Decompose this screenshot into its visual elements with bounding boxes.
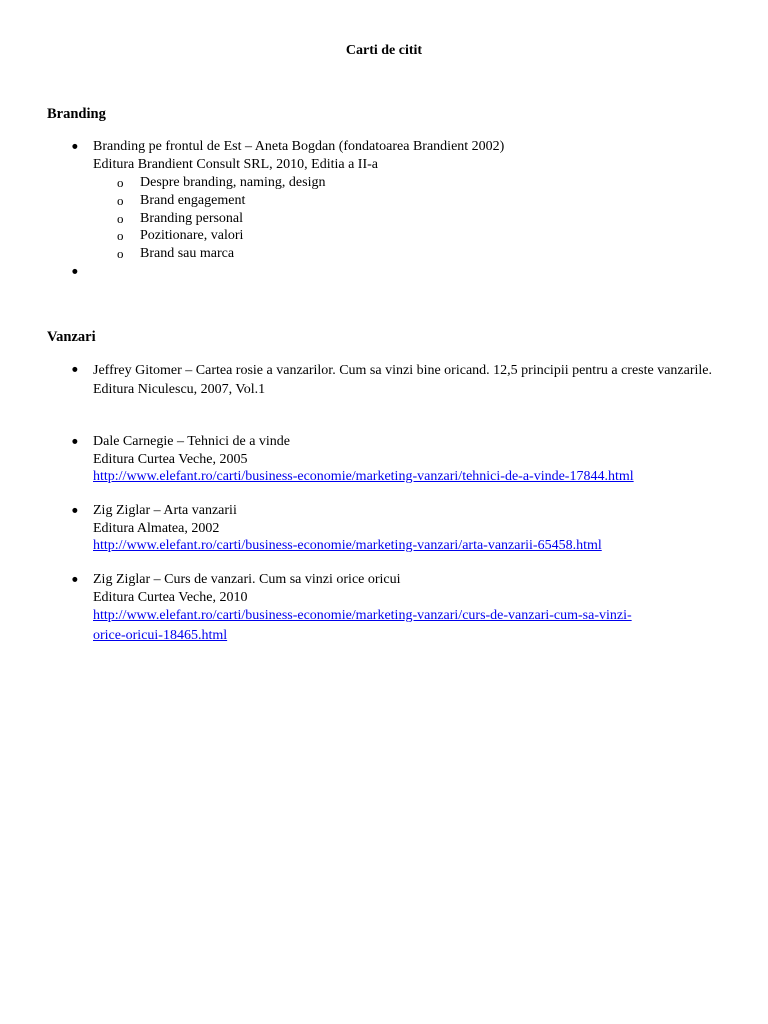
circle-bullet-icon: o: [117, 228, 124, 244]
book-publisher: Editura Curtea Veche, 2010: [93, 589, 248, 605]
circle-bullet-icon: o: [117, 210, 124, 226]
book-link[interactable]: http://www.elefant.ro/carti/business-economie/marketing-vanzari/curs-de-vanzari-cum-sa-vinzi- orice-oricui-18465.html: [93, 608, 632, 643]
sub-list-item: o Brand sau marca: [117, 246, 235, 262]
bullet-icon: [72, 361, 78, 379]
book-title: Zig Ziglar – Curs de vanzari. Cum sa vinzi orice oricui: [93, 572, 401, 587]
sub-list-item: o Despre branding, naming, design: [117, 175, 326, 190]
list-item: [93, 502, 602, 555]
book-link[interactable]: http://www.elefant.ro/carti/business-economie/marketing-vanzari/tehnici-de-a-vinde-17844.html: [93, 469, 634, 484]
book-publisher: Editura Almatea, 2002: [93, 520, 220, 536]
sub-list-item: o Branding personal: [117, 210, 244, 226]
list-item: [93, 433, 634, 486]
circle-bullet-icon: o: [117, 192, 124, 208]
book-title: Dale Carnegie – Tehnici de a vinde: [93, 434, 291, 449]
bullet-icon: [72, 433, 78, 451]
list-item: [93, 138, 504, 173]
section-heading-branding: Branding: [47, 106, 106, 122]
section-heading-vanzari: Vanzari: [47, 329, 96, 345]
book-publisher: Editura Curtea Veche, 2005: [93, 451, 248, 467]
sub-list-item: o Brand engagement: [117, 192, 246, 208]
bullet-icon: [72, 138, 78, 156]
book-title: Branding pe frontul de Est – Aneta Bogdan (fondatoarea Brandient 2002): [93, 139, 505, 154]
bullet-icon: [72, 263, 78, 281]
book-title: Zig Ziglar – Arta vanzarii: [93, 503, 237, 518]
sub-list-item: o Pozitionare, valori: [117, 228, 244, 244]
book-publisher: Editura Niculescu, 2007, Vol.1: [93, 382, 266, 397]
book-title: Jeffrey Gitomer – Cartea rosie a vanzarilor. Cum sa vinzi bine oricand. 12,5 principii pentru a creste vanzarile.: [93, 363, 713, 378]
circle-bullet-icon: o: [117, 246, 124, 262]
page-title: Carti de citit: [345, 43, 423, 58]
bullet-icon: [72, 502, 78, 520]
circle-bullet-icon: o: [117, 175, 124, 190]
list-item: [93, 571, 632, 646]
book-link[interactable]: http://www.elefant.ro/carti/business-economie/marketing-vanzari/arta-vanzarii-65458.html: [93, 538, 602, 553]
book-publisher: Editura Brandient Consult SRL, 2010, Editia a II-a: [93, 156, 379, 172]
list-item: [93, 361, 723, 399]
bullet-icon: [72, 571, 78, 589]
sub-list: [117, 174, 326, 263]
